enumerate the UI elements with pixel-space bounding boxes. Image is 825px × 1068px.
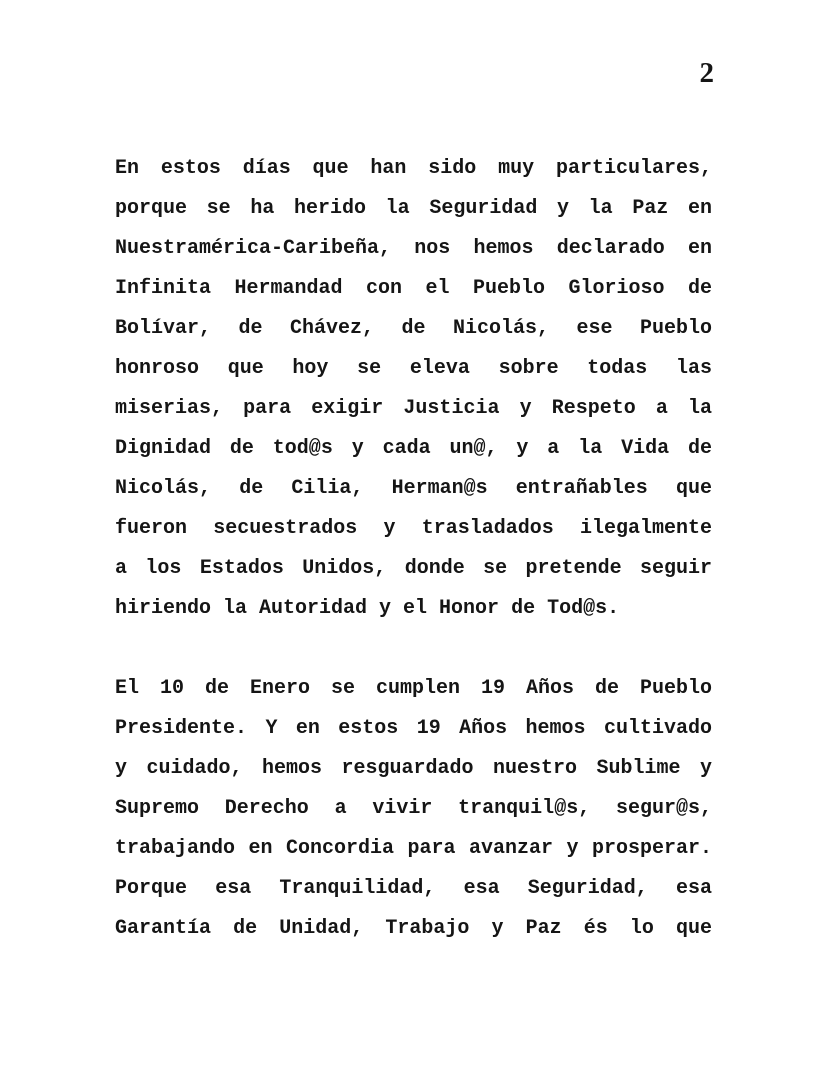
text-line: fueron secuestrados y trasladados ilegalmente (115, 517, 712, 540)
document-body (115, 149, 712, 949)
text-line: miserias, para exigir Justicia y Respeto a la (115, 397, 712, 420)
text-line: El 10 de Enero se cumplen 19 Años de Pueblo (115, 677, 712, 700)
text-line: Dignidad de tod@s y cada un@, y a la Vida de (115, 437, 712, 460)
text-line: Presidente. Y en estos 19 Años hemos cultivado (115, 717, 712, 740)
text-line: Porque esa Tranquilidad, esa Seguridad, esa (115, 877, 712, 900)
text-line: y cuidado, hemos resguardado nuestro Sublime y (115, 757, 712, 780)
page-number: 2 (699, 57, 714, 89)
text-line: Garantía de Unidad, Trabajo y Paz és lo que (115, 917, 712, 940)
text-line: honroso que hoy se eleva sobre todas las (115, 357, 712, 380)
text-line: Infinita Hermandad con el Pueblo Glorioso de (115, 277, 712, 300)
text-line: porque se ha herido la Seguridad y la Paz en (115, 197, 712, 220)
text-line: a los Estados Unidos, donde se pretende seguir (115, 557, 712, 580)
paragraph (115, 149, 712, 629)
text-line: hiriendo la Autoridad y el Honor de Tod@s. (115, 597, 620, 620)
text-line: Nicolás, de Cilia, Herman@s entrañables que (115, 477, 712, 500)
text-line: En estos días que han sido muy particulares, (115, 157, 712, 180)
paragraph (115, 669, 712, 949)
text-line: Nuestramérica-Caribeña, nos hemos declarado en (115, 237, 712, 260)
text-line: trabajando en Concordia para avanzar y prosperar. (115, 837, 712, 860)
text-line: Bolívar, de Chávez, de Nicolás, ese Pueblo (115, 317, 712, 340)
text-line: Supremo Derecho a vivir tranquil@s, segur@s, (115, 797, 712, 820)
